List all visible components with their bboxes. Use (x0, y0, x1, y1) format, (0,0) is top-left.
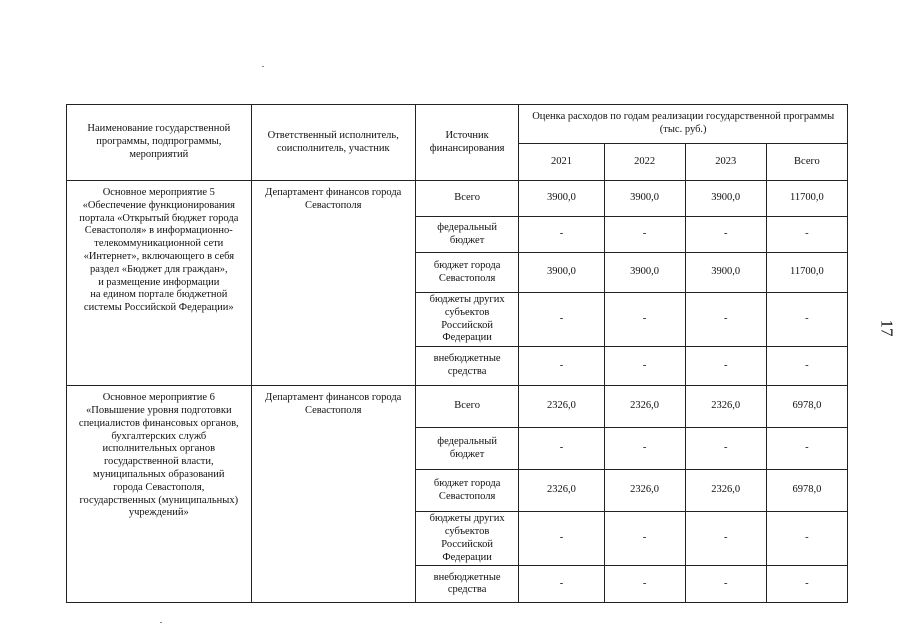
header-responsible-cell: Ответственный исполнитель, соисполнитель, участник (251, 105, 415, 181)
source-cell: бюджеты других субъектов Российской Федерации (415, 512, 518, 566)
header-year-total: Всего (766, 144, 847, 181)
source-cell: бюджет города Севастополя (415, 253, 518, 293)
value-total: - (766, 347, 847, 386)
value-total: - (766, 428, 847, 470)
value-2021: 2326,0 (519, 386, 604, 428)
value-2023: 3900,0 (685, 253, 766, 293)
value-2021: - (519, 293, 604, 347)
header-estimate-cell: Оценка расходов по годам реализации государственной программы (тыс. руб.) (519, 105, 848, 144)
activity-name-line: учреждений» (128, 507, 189, 519)
activity-name-line: бухгалтерских служб (111, 430, 207, 442)
value-2023: 2326,0 (685, 386, 766, 428)
value-2022: - (604, 347, 685, 386)
header-source-cell: Источник финансирования (415, 105, 518, 181)
source-cell: внебюджетные средства (415, 347, 518, 386)
value-2021: 3900,0 (519, 253, 604, 293)
value-2023: - (685, 566, 766, 603)
source-cell: бюджет города Севастополя (415, 470, 518, 512)
value-2023: - (685, 217, 766, 253)
activity-name-line: исполнительных органов (102, 443, 216, 455)
activity-name-line: специалистов финансовых органов, (78, 417, 239, 429)
value-2023: - (685, 428, 766, 470)
table-row (67, 181, 848, 217)
value-2022: - (604, 428, 685, 470)
responsible-cell: Департамент финансов города Севастополя (251, 181, 415, 386)
activity-name-line: Основное мероприятие 6 (102, 392, 215, 404)
value-2022: 2326,0 (604, 386, 685, 428)
activity-name-line: города Севастополя, (113, 481, 205, 493)
source-cell: бюджеты других субъектов Российской Федерации (415, 293, 518, 347)
value-total: 6978,0 (766, 470, 847, 512)
value-2021: - (519, 347, 604, 386)
value-total: - (766, 566, 847, 603)
value-2023: - (685, 512, 766, 566)
activity-name-line: телекоммуникационной сети (94, 238, 224, 250)
activity-5-block (67, 181, 848, 386)
value-2022: 3900,0 (604, 181, 685, 217)
value-2022: 2326,0 (604, 470, 685, 512)
activity-name-cell (67, 181, 252, 386)
value-total: - (766, 293, 847, 347)
activity-name-line: муниципальных образований (93, 468, 225, 480)
value-2023: - (685, 293, 766, 347)
header-name-cell: Наименование государственной программы, подпрограммы, мероприятий (67, 105, 252, 181)
activity-name-cell (67, 386, 252, 603)
value-2022: - (604, 217, 685, 253)
value-2022: - (604, 512, 685, 566)
header-year-2021: 2021 (519, 144, 604, 181)
value-2021: 2326,0 (519, 470, 604, 512)
value-total: 6978,0 (766, 386, 847, 428)
activity-6-block (67, 386, 848, 603)
value-total: 11700,0 (766, 181, 847, 217)
source-cell: федеральный бюджет (415, 217, 518, 253)
header-row (67, 105, 848, 144)
value-total: - (766, 512, 847, 566)
value-2021: - (519, 217, 604, 253)
activity-name-line: портала «Открытый бюджет города (79, 212, 239, 224)
activity-name-line: государственных (муниципальных) (79, 494, 239, 506)
value-2022: - (604, 293, 685, 347)
source-cell: внебюджетные средства (415, 566, 518, 603)
activity-name-line: «Интернет», включающего в себя (83, 250, 235, 262)
source-cell: Всего (415, 181, 518, 217)
value-2023: 2326,0 (685, 470, 766, 512)
header-year-2022: 2022 (604, 144, 685, 181)
value-2023: 3900,0 (685, 181, 766, 217)
scan-speck (262, 66, 264, 67)
value-total: - (766, 217, 847, 253)
value-2021: - (519, 512, 604, 566)
budget-table (66, 104, 848, 603)
value-total: 11700,0 (766, 253, 847, 293)
value-2021: - (519, 566, 604, 603)
value-2022: 3900,0 (604, 253, 685, 293)
header-year-2023: 2023 (685, 144, 766, 181)
responsible-cell: Департамент финансов города Севастополя (251, 386, 415, 603)
value-2021: 3900,0 (519, 181, 604, 217)
value-2023: - (685, 347, 766, 386)
source-cell: Всего (415, 386, 518, 428)
activity-name-line: и размещение информации (98, 276, 220, 288)
activity-name-line: раздел «Бюджет для граждан», (89, 263, 228, 275)
value-2021: - (519, 428, 604, 470)
scan-speck (160, 622, 162, 623)
table-row (67, 386, 848, 428)
activity-name-line: системы Российской Федерации» (83, 302, 234, 314)
activity-name-line: «Повышение уровня подготовки (86, 404, 232, 416)
activity-name-line: на едином портале бюджетной (90, 289, 228, 301)
page-number: 17 (877, 319, 897, 337)
activity-name-line: государственной власти, (103, 456, 214, 468)
activity-name-line: Севастополя» в информационно- (84, 225, 233, 237)
activity-name-line: Основное мероприятие 5 (102, 187, 215, 198)
activity-name-line: «Обеспечение функционирования (82, 199, 235, 211)
value-2022: - (604, 566, 685, 603)
source-cell: федеральный бюджет (415, 428, 518, 470)
